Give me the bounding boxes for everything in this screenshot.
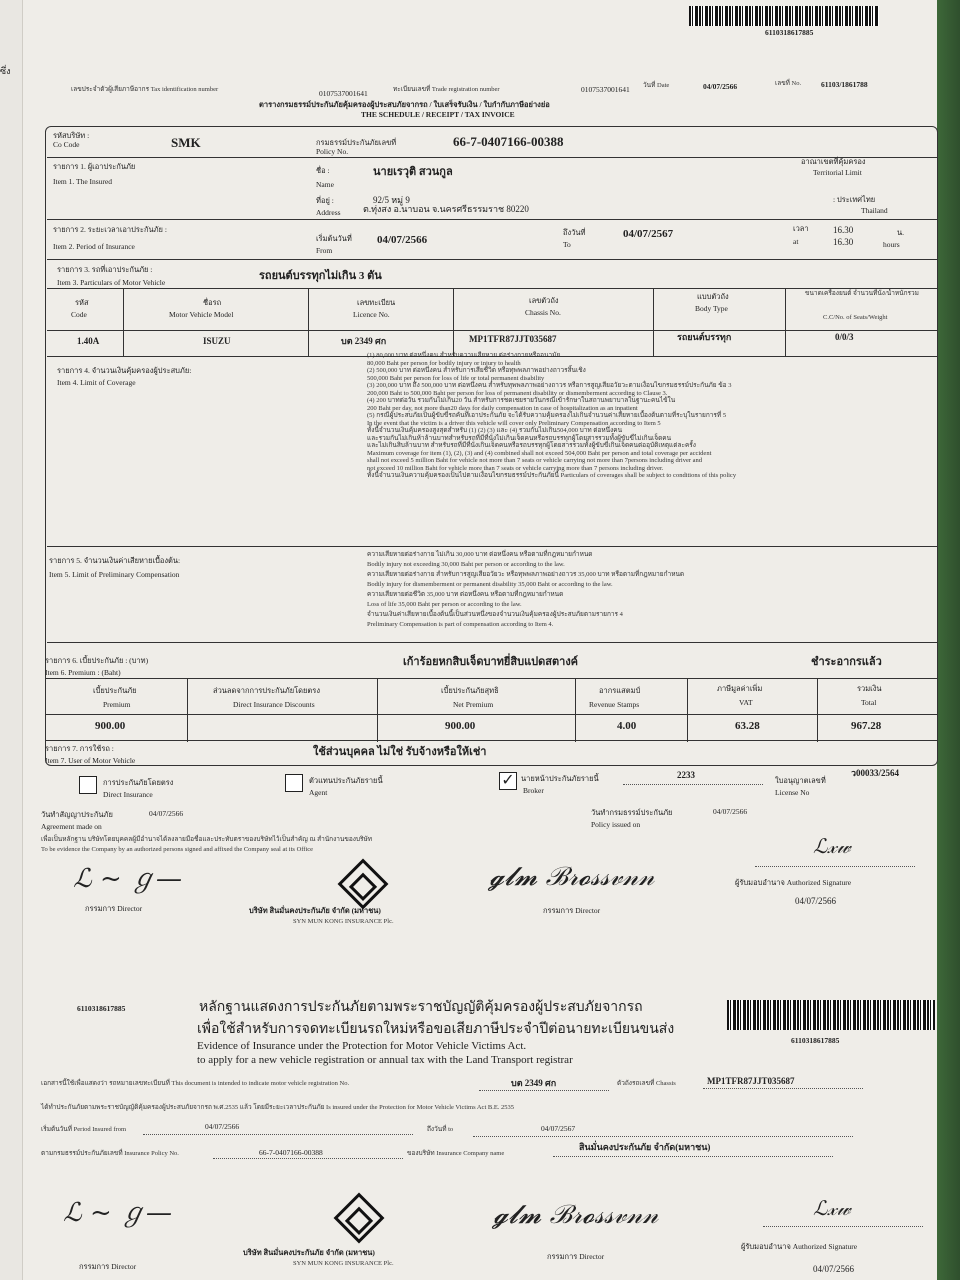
col-vat-en: VAT — [739, 698, 753, 707]
divider — [47, 288, 937, 289]
evidence-en: To be evidence the Company by an authorized persons signed and affixed the Company seal at its Office — [41, 846, 314, 853]
stamps-value: 4.00 — [617, 720, 637, 732]
col-engine-th: ขนาดเครื่องยนต์ จำนวนที่นั่ง/น้ำหนักรวม — [805, 290, 919, 297]
dotted-line — [143, 1134, 413, 1135]
col-chassis-en: Chassis No. — [525, 308, 561, 317]
date-label: วันที่ Date — [643, 82, 670, 89]
coverage-line: 200 Baht per day, not more than20 days for daily compensation in case of hospitalization as an inpatient — [367, 404, 638, 412]
issued-label-en: Policy issued on — [591, 820, 641, 829]
slip-chassis-label: ตัวถังรถเลขที่ Chassis — [617, 1080, 676, 1087]
dotted-line — [479, 1090, 609, 1091]
col-chassis-th: เลขตัวถัง — [529, 296, 559, 305]
preliminary-line: Bodily injury not exceeding 30,000 Baht per person or according to the law. — [367, 561, 565, 568]
address-line2: ต.ทุ่งสง อ.นาบอน จ.นครศรีธรรมราช 80220 — [363, 204, 529, 214]
period-to: 04/07/2567 — [623, 228, 674, 240]
slip-policy-label: ตามกรมธรรม์ประกันภัยเลขที่ Insurance Policy No. — [41, 1150, 179, 1157]
slip-barcode — [727, 1000, 935, 1030]
col-premium-en: Premium — [103, 700, 131, 709]
col-divider — [575, 678, 576, 742]
preliminary-line: ความเสียหายต่อร่างกาย สำหรับการสูญเสียอวัยวะ หรือทุพพลภาพอย่างถาวร 35,000 บาท หรือตามที่กฎหมายกำหนด — [367, 571, 685, 578]
col-discount-th: ส่วนลดจากการประกันภัยโดยตรง — [213, 686, 320, 695]
territory-label-en: Territorial Limit — [813, 168, 862, 177]
address-label-en: Address — [316, 208, 341, 217]
authorized-signature: ℒ𝓍𝓌 — [813, 834, 851, 858]
title-thai: ตารางกรมธรรม์ประกันภัยคุ้มครองผู้ประสบภัยจากรถ / ใบเสร็จรับเงิน / ใบกำกับภาษีอย่างย่อ — [259, 100, 550, 109]
time-unit-th: น. — [897, 228, 905, 237]
col-divider — [817, 678, 818, 742]
coverage-line: ทั้งนี้จำนวนเงินความคุ้มครองเป็นไปตามเงื่อนไขกรมธรรม์ประกันภัยนี้ Particulars of coverages shall be subject to conditions of this policy — [367, 472, 737, 479]
coverage-line: (4) 200 บาทต่อวัน รวมกันไม่เกิน20 วัน สำหรับการชดเชยรายวันกรณีเข้ารักษาในสถานพยาบาลในฐานะคนไข้ใน — [367, 397, 676, 404]
insured-name: นายเรวุติ สวนกูล — [373, 166, 453, 178]
coverage-line: และรวมกันไม่เกินห้าล้านบาทสำหรับรถที่มีที่นั่งไม่เกินเจ็ดคนหรือรถบรรทุกผู้โดยสารรวมทั้งผู้ขับขี่ไม่เกินเจ็ดคน — [367, 434, 672, 442]
name-label-en: Name — [316, 180, 334, 189]
preliminary-line: จำนวนเงินค่าเสียหายเบื้องต้นนี้เป็นส่วนหนึ่งของจำนวนเงินคุ้มครองผู้ประสบภัยตามรายการ 4 — [367, 611, 623, 618]
dotted-line — [763, 1226, 923, 1227]
broker-label-en: Broker — [523, 786, 544, 795]
dotted-line — [623, 784, 763, 785]
agent-label-en: Agent — [309, 788, 328, 797]
broker-checkbox[interactable]: ✓ — [499, 772, 517, 790]
coverage-line: not exceed 10 million Baht for vehicle more than 7 seats or vehicle carrying more than 7 persons including driver. — [367, 464, 664, 472]
coverage-line: Maximum coverage for item (1), (2), (3) and (4) combined shall not exceed 504,000 Baht per person and total coverage per accident — [367, 449, 712, 457]
slip-company-name-en: SYN MUN KONG INSURANCE Plc. — [293, 1260, 394, 1267]
coverage-line: ทั้งนี้จำนวนเงินคุ้มครองสูงสุดสำหรับ (1) (2) (3) และ (4) รวมกันไม่เกิน504,000 บาท ต่อหนึ่งคน — [367, 427, 623, 434]
col-model-th: ชื่อรถ — [203, 298, 222, 307]
license-label-en: License No — [775, 788, 810, 797]
direct-insurance-label-en: Direct Insurance — [103, 790, 153, 799]
slip-title-en2: to apply for a new vehicle registration or annual tax with the Land Transport registrar — [197, 1054, 573, 1066]
slip-authorized-signature: ℒ𝓍𝓌 — [813, 1196, 851, 1220]
col-net-en: Net Premium — [453, 700, 494, 709]
name-label-th: ชื่อ : — [316, 166, 330, 175]
territory-label-th: อาณาเขตที่คุ้มครอง — [801, 157, 866, 166]
from-label-en: From — [316, 246, 333, 255]
broker-number: 2233 — [677, 770, 695, 780]
vehicle-model: ISUZU — [203, 336, 231, 346]
to-label-en: To — [563, 240, 571, 249]
col-licence-th: เลขทะเบียน — [357, 298, 396, 307]
title-english: THE SCHEDULE / RECEIPT / TAX INVOICE — [361, 110, 515, 119]
divider — [47, 642, 937, 643]
col-divider — [123, 288, 124, 356]
col-premium-th: เบี้ยประกันภัย — [93, 686, 137, 695]
col-engine-en: C.C/No. of Seats/Weight — [823, 314, 888, 321]
preliminary-line: Preliminary Compensation is part of compensation according to Item 4. — [367, 621, 554, 628]
col-divider — [785, 288, 786, 356]
col-total-th: รวมเงิน — [857, 684, 882, 693]
premium-value: 900.00 — [95, 720, 126, 732]
agreement-label-th: วันทำสัญญาประกันภัย — [41, 810, 113, 819]
vehicle-use: ใช้ส่วนบุคคล ไม่ใช่ รับจ้างหรือให้เช่า — [313, 746, 487, 758]
doc-no: 61103/1861788 — [821, 80, 868, 89]
time-label-th: เวลา — [793, 224, 809, 233]
left-margin-text: ซึ่ง — [0, 66, 11, 76]
coverage-lines — [367, 352, 927, 480]
slip-barcode-number: 6110318617885 — [791, 1036, 840, 1045]
divider — [45, 714, 937, 715]
slip-to: 04/07/2567 — [541, 1124, 576, 1133]
coverage-line: 500,000 Baht per person for loss of life or total permanent disability — [367, 374, 545, 382]
slip-authorized-date: 04/07/2566 — [813, 1264, 855, 1274]
slip-company: สินมั่นคงประกันภัย จำกัด(มหาชน) — [579, 1142, 711, 1152]
insurance-document — [22, 0, 937, 1280]
co-code-label-th: รหัสบริษัท : — [53, 131, 90, 140]
authorized-date: 04/07/2566 — [795, 896, 837, 906]
country-th: : ประเทศไทย — [833, 195, 876, 204]
col-model-en: Motor Vehicle Model — [169, 310, 234, 319]
slip-from: 04/07/2566 — [205, 1122, 240, 1131]
tax-id-label: เลขประจำตัวผู้เสียภาษีอากร Tax identification number — [71, 86, 219, 93]
slip-company-name-th: บริษัท สินมั่นคงประกันภัย จำกัด (มหาชน) — [243, 1248, 375, 1257]
agent-checkbox[interactable] — [285, 774, 303, 792]
item7-label-en: Item 7. User of Motor Vehicle — [45, 756, 136, 765]
issued-date: 04/07/2566 — [713, 807, 748, 816]
trade-reg: 0107537001641 — [581, 85, 630, 94]
col-net-th: เบี้ยประกันภัยสุทธิ — [441, 686, 499, 695]
director-label-1: กรรมการ Director — [85, 904, 143, 913]
slip-director-signature-2: 𝓰𝓵𝓶 ℬ𝓇𝓸𝓈𝓈𝓋𝓃𝓃 — [493, 1200, 659, 1230]
company-name-en: SYN MUN KONG INSURANCE Plc. — [293, 918, 394, 925]
slip-registration-label: เอกสารนี้ใช้เพื่อแสดงว่า รถหมายเลขทะเบียนที่ This document is intended to indicate motor vehicle registration No. — [41, 1080, 350, 1087]
evidence-th: เพื่อเป็นหลักฐาน บริษัทโดยบุคคลผู้มีอำนาจได้ลงลายมือชื่อและประทับตราของบริษัทไว้เป็นสำคัญ ณ สำนักงานของบริษัท — [41, 836, 373, 843]
coverage-line: (3) 200,000 บาท ถึง 500,000 บาท ต่อหนึ่งคน สำหรับทุพพลภาพอย่างถาวร หรือการสูญเสียอวัยวะตามเงื่อนไขกรมธรรม์ประกันภัย ข้อ 3 — [367, 382, 732, 389]
time-to: 16.30 — [833, 237, 854, 247]
dotted-line — [755, 866, 915, 867]
coverage-line: In the event that the victim is a driver this vehicle will cover only Preliminary Compensation according to Item 5 — [367, 419, 661, 427]
col-divider — [687, 678, 688, 742]
item2-label-th: รายการ 2. ระยะเวลาเอาประกันภัย : — [53, 225, 167, 234]
col-divider — [453, 288, 454, 356]
authorized-label: ผู้รับมอบอำนาจ Authorized Signature — [735, 878, 852, 887]
slip-title-th1: หลักฐานแสดงการประกันภัยตามพระราชบัญญัติคุ้มครองผู้ประสบภัยจากรถ — [199, 1000, 643, 1015]
director-label-2: กรรมการ Director — [543, 906, 601, 915]
coverage-line: (5) กรณีผู้ประสบภัยเป็นผู้ขับขี่รถคันที่เอาประกันภัย จะได้รับความคุ้มครองไม่เกินจำนวนค่าเสียหายเบื้องต้นตามที่ระบุในรายการที่ 5 — [367, 412, 727, 419]
slip-company-logo — [334, 1193, 385, 1244]
slip-insured-line: ได้ทำประกันภัยตามพระราชบัญญัติคุ้มครองผู้ประสบภัยจากรถ พ.ศ.2535 แล้ว โดยมีระยะเวลาประกันภัย Is insured under the Protection for Motor Vehicle Victims Act B.E. 2535 — [41, 1104, 515, 1111]
broker-label-th: นายหน้าประกันภัยรายนี้ — [521, 774, 599, 783]
item5-label-th: รายการ 5. จำนวนเงินค่าเสียหายเบื้องต้น: — [49, 556, 181, 565]
coverage-line: (1) 80,000 บาท ต่อหนึ่งคน สำหรับความเสียหาย ต่อร่างกายหรืออนามัย — [367, 352, 561, 359]
col-total-en: Total — [861, 698, 877, 707]
item5-label-en: Item 5. Limit of Preliminary Compensation — [49, 570, 180, 579]
divider — [47, 546, 937, 547]
col-stamps-th: อากรแสตมป์ — [599, 686, 641, 695]
vehicle-body-type: รถยนต์บรรทุก — [677, 332, 732, 342]
slip-director-signature: ℒ ~ ℊ— — [63, 1198, 173, 1228]
trade-reg-label: ทะเบียนเลขที่ Trade registration number — [393, 86, 500, 93]
col-vat-th: ภาษีมูลค่าเพิ่ม — [717, 684, 763, 693]
col-body-en: Body Type — [695, 304, 728, 313]
divider — [47, 330, 937, 331]
time-unit-en: hours — [883, 240, 900, 249]
total-value: 967.28 — [851, 720, 882, 732]
director-signature-2: 𝓰𝓵𝓶 ℬ𝓇𝓸𝓈𝓈𝓋𝓃𝓃 — [489, 862, 655, 892]
item1-label-th: รายการ 1. ผู้เอาประกันภัย — [53, 162, 136, 171]
col-licence-en: Licence No. — [353, 310, 390, 319]
divider — [45, 740, 937, 741]
vehicle-description: รถยนต์บรรทุกไม่เกิน 3 ตัน — [259, 270, 382, 282]
license-label-th: ใบอนุญาตเลขที่ — [775, 776, 826, 785]
header-date: 04/07/2566 — [703, 82, 738, 91]
item3-label-th: รายการ 3. รถที่เอาประกันภัย : — [57, 265, 153, 274]
slip-registration: บต 2349 ศก — [511, 1078, 557, 1088]
slip-to-label: ถึงวันที่ to — [427, 1126, 454, 1133]
dotted-line — [213, 1158, 403, 1159]
item4-label-th: รายการ 4. จำนวนเงินคุ้มครองผู้ประสบภัย: — [57, 366, 192, 375]
co-code-label-en: Co Code — [53, 140, 80, 149]
preliminary-line: Loss of life 35,000 Baht per person or according to the law. — [367, 601, 522, 608]
direct-insurance-label-th: การประกันภัยโดยตรง — [103, 778, 174, 787]
slip-title-en1: Evidence of Insurance under the Protection for Motor Vehicle Victims Act. — [197, 1040, 527, 1052]
vehicle-licence: บต 2349 ศก — [341, 336, 387, 346]
tax-id: 0107537001641 — [319, 89, 368, 98]
item4-label-en: Item 4. Limit of Coverage — [57, 378, 136, 387]
time-from: 16.30 — [833, 225, 854, 235]
coverage-line: และไม่เกินสิบล้านบาท สำหรับรถที่มีที่นั่งเกินเจ็ดคนหรือรถบรรทุกผู้โดยสารรวมทั้งผู้ขับขี่เกินเจ็ดคนต่ออุบัติเหตุแต่ละครั้ง — [367, 442, 696, 449]
slip-from-label: เริ่มต้นวันที่ Period Insured from — [41, 1126, 127, 1133]
to-label-th: ถึงวันที่ — [563, 228, 586, 237]
col-body-th: แบบตัวถัง — [697, 292, 729, 301]
net-premium-value: 900.00 — [445, 720, 476, 732]
dotted-line — [703, 1088, 863, 1089]
preliminary-line: Bodily injury for dismemberment or permanent disability 35,000 Baht or according to the law. — [367, 581, 613, 588]
vehicle-code: 1.40A — [77, 336, 100, 346]
col-divider — [308, 288, 309, 356]
divider — [47, 219, 937, 220]
col-code-th: รหัส — [75, 298, 89, 307]
license-number: ว00033/2564 — [851, 768, 900, 778]
top-barcode — [689, 6, 879, 26]
preliminary-line: ความเสียหายต่อชีวิต 35,000 บาท ต่อหนึ่งคน หรือตามที่กฎหมายกำหนด — [367, 591, 564, 598]
coverage-line: 80,000 Baht per person for bodily injury or injury to health — [367, 359, 521, 367]
policy-number: 66-7-0407166-00388 — [453, 134, 564, 149]
vehicle-chassis: MP1TFR87JJT035687 — [469, 334, 557, 344]
premium-in-words: เก้าร้อยหกสิบเจ็ดบาทยี่สิบแปดสตางค์ — [403, 656, 579, 668]
slip-number: 6110318617885 — [77, 1004, 126, 1013]
preliminary-lines — [367, 550, 927, 630]
time-label-en: at — [793, 237, 799, 246]
item1-label-en: Item 1. The Insured — [53, 177, 113, 186]
item2-label-en: Item 2. Period of Insurance — [53, 242, 135, 251]
country-en: Thailand — [861, 206, 888, 215]
dotted-line — [553, 1156, 833, 1157]
address-label-th: ที่อยู่ : — [316, 196, 334, 205]
stamp-paid: ชำระอากรแล้ว — [811, 656, 882, 668]
director-signature: ℒ ~ ℊ— — [73, 864, 183, 894]
slip-policy: 66-7-0407166-00388 — [259, 1148, 323, 1157]
direct-insurance-checkbox[interactable] — [79, 776, 97, 794]
preliminary-line: ความเสียหายต่อร่างกาย ไม่เกิน 30,000 บาท ต่อหนึ่งคน หรือตามที่กฎหมายกำหนด — [367, 551, 593, 558]
col-code-en: Code — [71, 310, 87, 319]
item6-label-en: Item 6. Premium : (Baht) — [45, 668, 121, 677]
divider — [45, 678, 937, 679]
issued-label-th: วันทำกรมธรรม์ประกันภัย — [591, 808, 673, 817]
coverage-line: 200,000 Baht to 500,000 Baht per person for loss of permanent disability or dismemberment according to Clause 3. — [367, 389, 668, 397]
col-divider — [187, 678, 188, 742]
coverage-line: shall not exceed 5 million Baht for vehicle not more than 7 seats or vehicle carrying not more than 7persons including driver and — [367, 457, 703, 464]
slip-title-th2: เพื่อใช้สำหรับการจดทะเบียนรถใหม่หรือขอเสียภาษีประจำปีต่อนายทะเบียนขนส่ง — [197, 1022, 675, 1037]
no-label: เลขที่ No. — [775, 80, 802, 87]
policy-label-en: Policy No. — [316, 147, 349, 156]
address-line1: 92/5 หมู่ 9 — [373, 195, 410, 205]
slip-chassis: MP1TFR87JJT035687 — [707, 1076, 795, 1086]
item6-label-th: รายการ 6. เบี้ยประกันภัย : (บาท) — [45, 656, 149, 665]
col-stamps-en: Revenue Stamps — [589, 700, 640, 709]
company-name-th: บริษัท สินมั่นคงประกันภัย จำกัด (มหาชน) — [249, 906, 381, 915]
item3-label-en: Item 3. Particulars of Motor Vehicle — [57, 278, 166, 287]
vehicle-engine: 0/0/3 — [835, 332, 854, 342]
coverage-line: (2) 500,000 บาท ต่อหนึ่งคน สำหรับการเสียชีวิต หรือทุพพลภาพอย่างถาวรสิ้นเชิง — [367, 367, 586, 374]
slip-director-label-1: กรรมการ Director — [79, 1262, 137, 1271]
item7-label-th: รายการ 7. การใช้รถ : — [45, 744, 114, 753]
company-logo — [338, 859, 389, 910]
col-discount-en: Direct Insurance Discounts — [233, 700, 315, 709]
slip-authorized-label: ผู้รับมอบอำนาจ Authorized Signature — [741, 1242, 858, 1251]
divider — [47, 259, 937, 260]
agent-label-th: ตัวแทนประกันภัยรายนี้ — [309, 776, 383, 785]
slip-director-label-2: กรรมการ Director — [547, 1252, 605, 1261]
agreement-date: 04/07/2566 — [149, 809, 184, 818]
col-divider — [377, 678, 378, 742]
dotted-line — [473, 1136, 853, 1137]
slip-company-label: ของบริษัท Insurance Company name — [407, 1150, 505, 1157]
agreement-label-en: Agreement made on — [41, 822, 102, 831]
from-label-th: เริ่มต้นวันที่ — [316, 234, 352, 243]
period-from: 04/07/2566 — [377, 234, 428, 246]
col-divider — [653, 288, 654, 356]
policy-label-th: กรมธรรม์ประกันภัยเลขที่ — [316, 138, 397, 147]
vat-value: 63.28 — [735, 720, 760, 732]
co-code: SMK — [171, 135, 201, 150]
top-barcode-number: 6110318617885 — [765, 28, 814, 37]
